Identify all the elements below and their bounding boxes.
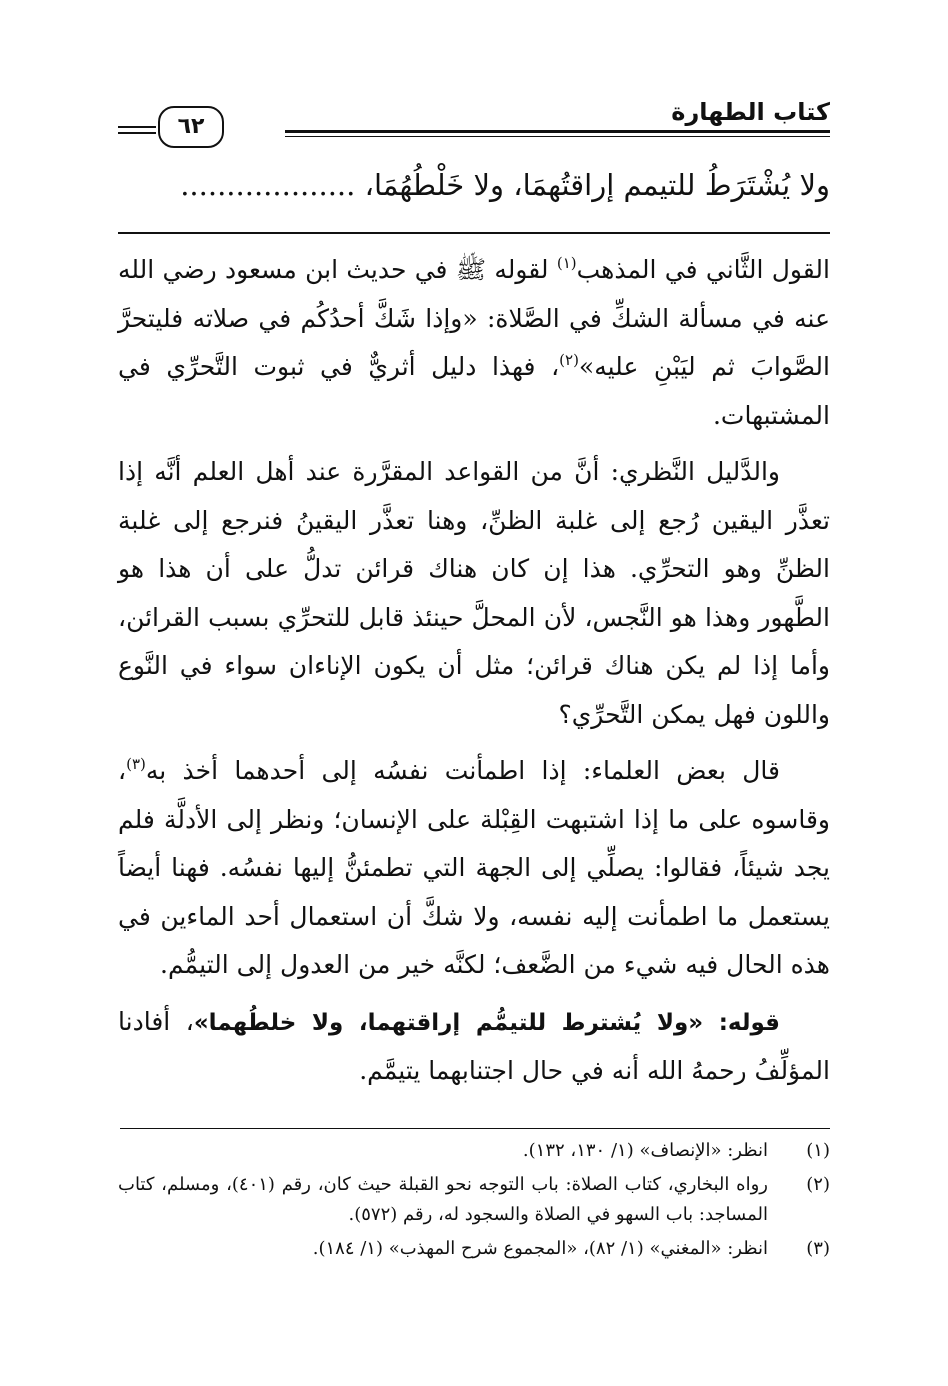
paragraph-4-end: ، أفادنا المؤلِّفُ رحمهُ الله أنه في حال اجتنابهما يتيمَّم. (118, 1006, 830, 1085)
paragraph-1-start: القول الثَّاني في المذهب (576, 255, 830, 284)
footnote-1 (118, 1136, 830, 1166)
quoted-matn: قوله: «ولا يُشترط للتيمُّم إراقتهما، ولا خلطُهما» (193, 1009, 780, 1036)
footnote-number: (٢) (806, 1174, 830, 1195)
paragraph-2: والدَّليل النَّظري: أنَّ من القواعد المقرَّرة عند أهل العلم أنَّه إذا تعذَّر اليقين رُجع إلى غلبة الظنِّ، وهنا تعذَّر اليقينُ فنرجع إلى غلبة الظنِّ وهو التحرِّي. هذا إن كان هناك قرائن تدلُّ على أن هذا هو الطَّهور وهذا هو النَّجس، لأن المحلَّ حينئذ قابل للتحرِّي بسبب القرائن، وأما إذا لم يكن هناك قرائن؛ مثل أن يكون الإناءان سواء في النَّوع واللون فهل يمكن التَّحرِّي؟ (118, 457, 830, 729)
header-rule-left-2 (118, 132, 156, 134)
footnote-2 (118, 1170, 830, 1230)
footnote-3 (118, 1234, 830, 1264)
paragraph-3 (118, 747, 830, 990)
paragraph-1-middle: لقوله ﷺ في حديث ابن مسعود رضي الله عنه في مسألة الشكِّ في الصَّلاة: «وإذا شَكَّ أحدُكُم في صلاته فليتحرَّ الصَّوابَ ثم ليَبْنِ عليه» (118, 255, 830, 381)
header-rule (285, 130, 830, 133)
chapter-title: كتاب الطهارة (671, 98, 830, 126)
paragraph-3-end: ، وقاسوه على ما إذا اشتبهت القِبْلة على الإنسان؛ ونظر إلى الأدلَّة فلم يجد شيئاً، فقالوا: يصلِّي إلى الجهة التي تطمئنُّ إليها نفسُه. فهنا أيضاً يستعمل ما اطمأنت إليه نفسه، ولا شكَّ أن استعمال أحد الماءين في هذه الحال فيه شيء من الضَّعف؛ لكنَّه خير من العدول إلى التيمُّم. (118, 756, 830, 979)
footnote-text: انظر: «الإنصاف» (١/ ١٣٠، ١٣٢). (522, 1140, 768, 1161)
paragraph-4 (118, 998, 830, 1096)
header-rule-thin (285, 136, 830, 137)
footnote-text: انظر: «المغني» (١/ ٨٢)، «المجموع شرح المهذب» (١/ ١٨٤). (312, 1238, 768, 1259)
running-header (118, 92, 830, 152)
matn-line: ولا يُشْتَرَطُ للتيمم إراقتُهمَا، ولا خَلْطُهُمَا، ................... (180, 168, 830, 202)
footnote-number: (٣) (806, 1238, 830, 1259)
paragraph-1 (118, 246, 830, 440)
commentary-body (118, 246, 830, 1096)
footnote-ref-1[interactable]: (١) (556, 254, 577, 272)
page-number: ٦٢ (158, 106, 224, 148)
paragraph-3-start: قال بعض العلماء: إذا اطمأنت نفسُه إلى أحدهما أخذ به (145, 756, 780, 785)
footnotes (118, 1136, 830, 1268)
footnote-separator (120, 1128, 830, 1129)
footnote-ref-2[interactable]: (٢) (559, 351, 579, 369)
footnote-text: رواه البخاري، كتاب الصلاة: باب التوجه نحو القبلة حيث كان، رقم (٤٠١)، ومسلم، كتاب المساجد: باب السهو في الصلاة والسجود له، رقم (٥٧٢). (118, 1174, 768, 1225)
matn-separator (118, 232, 830, 234)
header-rule-left (118, 126, 156, 128)
paragraph-1-end: ، فهذا دليل أثريٌّ في ثبوت التَّحرِّي في المشتبهات. (118, 352, 830, 430)
footnote-ref-3[interactable]: (٣) (126, 755, 146, 773)
footnote-number: (١) (806, 1140, 830, 1161)
